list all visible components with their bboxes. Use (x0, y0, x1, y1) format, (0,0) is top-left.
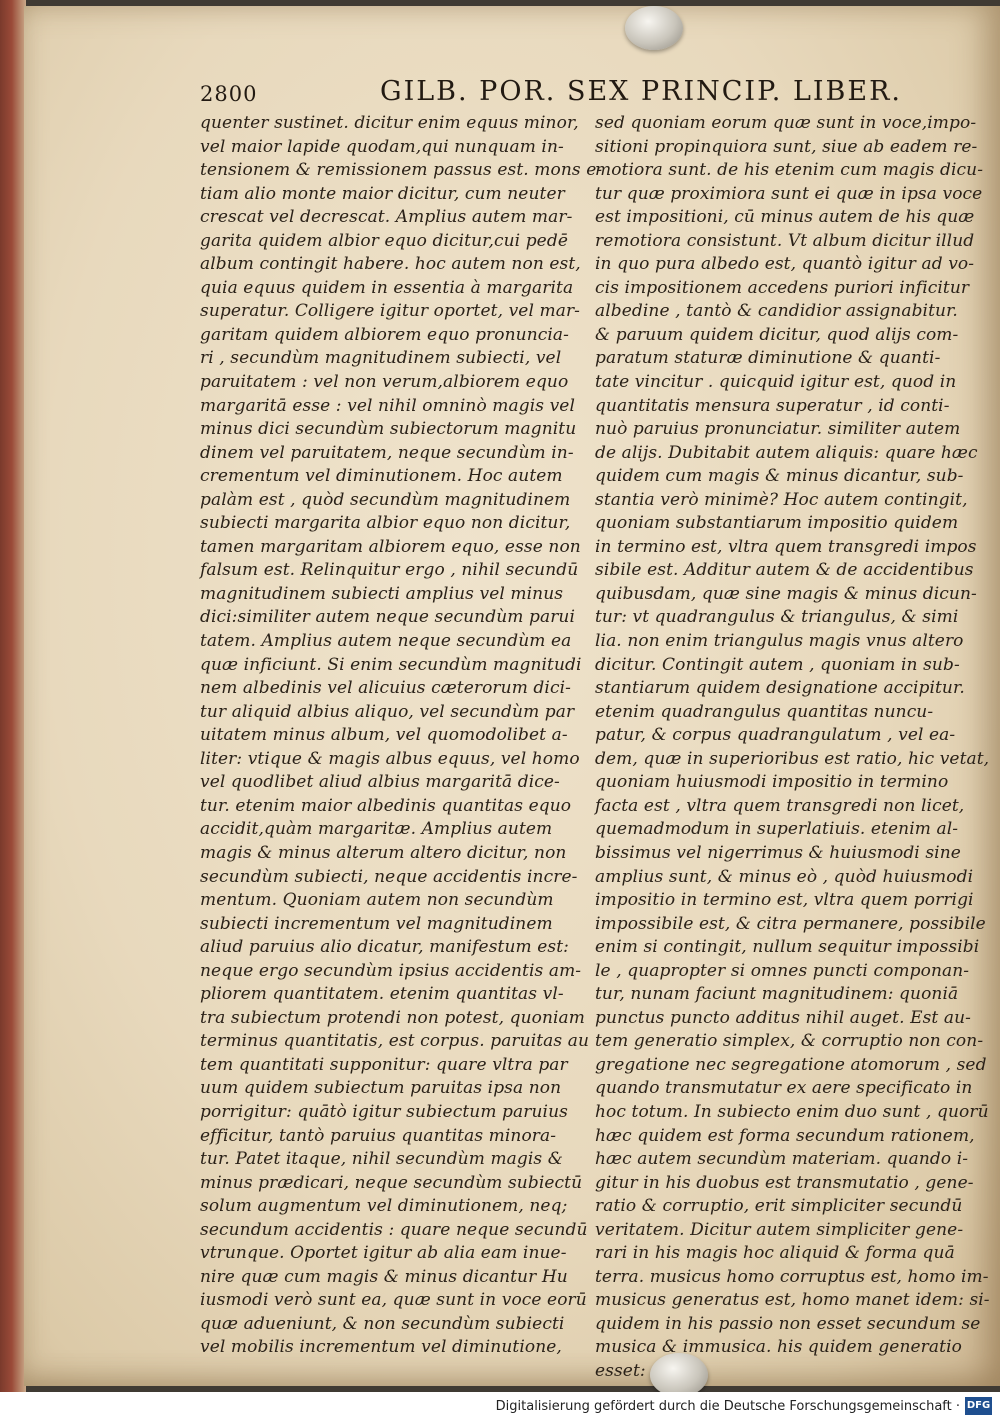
text-line: facta est , vltra quem transgredi non licet, (595, 795, 965, 816)
text-line: albedine , tantò & candidior assignabitur. (595, 301, 958, 322)
text-line: dinem vel paruitatem, neque secundùm in- (200, 442, 574, 463)
text-line: tur. etenim maior albedinis quantitas equo (200, 795, 572, 816)
text-line: esset: (595, 1360, 646, 1381)
text-line: quantitatis mensura superatur , id conti- (595, 395, 950, 416)
text-line: impossibile est, & citra permanere, possibile (595, 913, 986, 934)
text-line: le , quapropter si omnes puncti componan- (595, 960, 970, 981)
text-line: quando transmutatur ex aere specificato in (595, 1078, 973, 1099)
text-line: quidem cum magis & minus dicantur, sub- (595, 466, 964, 487)
text-line: tate vincitur . quicquid igitur est, quod in (595, 372, 957, 393)
text-line: subiecti margarita albior equo non dicitur, (200, 513, 571, 534)
text-line: nire quæ cum magis & minus dicantur Hu (200, 1266, 568, 1287)
text-line: quæ adueniunt, & non secundùm subiecti (200, 1313, 565, 1334)
text-line: bissimus vel nigerrimus & huiusmodi sine (595, 842, 961, 863)
text-line: & paruum quidem dicitur, quod alijs com- (595, 324, 959, 345)
text-line: tra subiectum protendi non potest, quoniam (200, 1007, 585, 1028)
text-line: gregatione nec segregatione atomorum , sed (595, 1054, 987, 1075)
text-line: dicitur. Contingit autem , quoniam in sub- (595, 654, 960, 675)
text-line: porrigitur: quātò igitur subiectum paruius (200, 1101, 568, 1122)
text-line: secundùm subiecti, neque accidentis incre- (200, 866, 578, 887)
text-line: tur quæ proximiora sunt ei quæ in ipsa voce (595, 183, 983, 204)
text-line: punctus puncto additus nihil auget. Est au- (595, 1007, 972, 1028)
text-line: uum quidem subiectum paruitas ipsa non (200, 1078, 562, 1099)
text-line: vel quodlibet aliud albius margaritā dice- (200, 772, 560, 793)
text-line: quoniam huiusmodi impositio in termino (595, 772, 949, 793)
text-line: quia equus quidem in essentia à margarita (200, 277, 574, 298)
text-line: falsum est. Relinquitur ergo , nihil secundū (200, 560, 579, 581)
text-line: quemadmodum in superlatiuis. etenim al- (595, 819, 959, 840)
text-line: tur, nunam faciunt magnitudinem: quoniā (595, 984, 959, 1005)
text-line: lia. non enim triangulus magis vnus altero (595, 631, 964, 652)
text-line: palàm est , quòd secundùm magnitudinem (200, 489, 571, 510)
text-line: paratum staturæ diminutione & quanti- (595, 348, 941, 369)
text-line: sed quoniam eorum quæ sunt in voce,impo- (595, 113, 977, 133)
text-line: secundum accidentis : quare neque secundū (200, 1219, 588, 1240)
text-line: de alijs. Dubitabit autem aliquis: quare hæc (595, 442, 978, 463)
text-line: stantiarum quidem designatione accipitur. (595, 678, 965, 699)
text-line: musicus generatus est, homo manet idem: si- (595, 1290, 990, 1311)
text-line: est impositioni, cū minus autem de his quæ (595, 207, 975, 228)
text-line: quenter sustinet. dicitur enim equus minor, (200, 113, 579, 133)
text-line: gitur in his duobus est transmutatio , gene- (595, 1172, 974, 1193)
text-line: superatur. Colligere igitur oportet, vel mar- (200, 301, 581, 322)
text-line: nem albedinis vel alicuius cæterorum dici- (200, 678, 571, 699)
text-line: tatem. Amplius autem neque secundùm ea (200, 631, 572, 652)
text-line: ri , secundùm magnitudinem subiecti, vel (200, 348, 562, 369)
right-text-column (595, 112, 990, 1384)
text-line: subiecti incrementum vel magnitudinem (200, 913, 553, 934)
text-line: pliorem quantitatem. etenim quantitas vl- (200, 984, 564, 1005)
text-line: quoniam substantiarum impositio quidem (595, 513, 959, 534)
text-line: hoc totum. In subiecto enim duo sunt , quorū (595, 1101, 989, 1122)
text-line: impositio in termino est, vltra quem porrigi (595, 890, 974, 911)
text-line: quidem in his passio non esset secundum se (595, 1313, 981, 1334)
text-line: tur: vt quadrangulus & triangulus, & simi (595, 607, 959, 628)
text-line: hæc autem secundùm materiam. quando i- (595, 1149, 969, 1170)
text-line: in quo pura albedo est, quantò igitur ad vo- (595, 254, 975, 275)
text-line: dici:similiter autem neque secundùm parui (200, 607, 576, 628)
text-line: mentum. Quoniam autem non secundùm (200, 890, 554, 911)
text-line: tamen margaritam albiorem equo, esse non (200, 536, 581, 557)
text-line: solum augmentum vel diminutionem, neq; (200, 1196, 568, 1217)
text-line: terminus quantitatis, est corpus. paruitas au (200, 1031, 590, 1052)
text-line: enim si contingit, nullum sequitur impossibi (595, 937, 980, 958)
text-line: margaritā esse : vel nihil omninò magis vel (200, 395, 575, 416)
text-line: sitioni propinquiora sunt, siue ab eadem re- (595, 136, 978, 157)
text-line: crementum vel diminutionem. Hoc autem (200, 466, 563, 487)
text-line: sibile est. Additur autem & de accidentibus (595, 560, 974, 581)
text-line: iusmodi verò sunt ea, quæ sunt in voce eorū (200, 1290, 587, 1311)
dfg-logo: DFG (965, 1397, 992, 1415)
running-head (200, 76, 960, 112)
text-line: garita quidem albior equo dicitur,cui pedē (200, 230, 568, 251)
text-line: album contingit habere. hoc autem non est, (200, 254, 581, 275)
text-line: accidit,quàm margaritæ. Amplius autem (200, 819, 553, 840)
text-line: magis & minus alterum altero dicitur, non (200, 842, 567, 863)
text-line: in termino est, vltra quem transgredi impos (595, 536, 977, 557)
text-line: tensionem & remissionem passus est. mons e- (200, 160, 603, 181)
text-line: aliud paruius alio dicatur, manifestum est: (200, 937, 569, 958)
text-line: tem generatio simplex, & corruptio non con- (595, 1031, 984, 1052)
text-line: hæc quidem est forma secundum rationem, (595, 1125, 975, 1146)
page-number: 2800 (200, 82, 258, 106)
text-line: tur. Patet itaque, nihil secundùm magis & (200, 1149, 563, 1170)
text-line: vel maior lapide quodam,qui nunquam in- (200, 136, 564, 157)
text-line: quæ inficiunt. Si enim secundùm magnitudi (200, 654, 582, 675)
text-line: minus dici secundùm subiectorum magnitu (200, 419, 577, 440)
text-line: tur aliquid albius aliquo, vel secundùm par (200, 701, 575, 722)
text-line: veritatem. Dicitur autem simpliciter gene- (595, 1219, 964, 1240)
page-clip-icon (625, 6, 683, 50)
text-line: quibusdam, quæ sine magis & minus dicun- (595, 583, 977, 604)
text-line: etenim quadrangulus quantitas nuncu- (595, 701, 934, 722)
text-line: remotiora consistunt. Vt album dicitur illud (595, 230, 975, 251)
text-line: dem, quæ in superioribus est ratio, hic vetat, (595, 748, 990, 769)
text-line: cis impositionem accedens puriori inficitur (595, 277, 970, 298)
text-line: tem quantitati supponitur: quare vltra par (200, 1054, 568, 1075)
text-line: crescat vel decrescat. Amplius autem mar- (200, 207, 573, 228)
text-line: ratio & corruptio, erit simpliciter secundū (595, 1196, 963, 1217)
text-line: vtrunque. Oportet igitur ab alia eam inue- (200, 1243, 567, 1264)
text-line: terra. musicus homo corruptus est, homo im- (595, 1266, 989, 1287)
text-line: musica & immusica. his quidem generatio (595, 1337, 962, 1358)
text-line: nuò paruius pronunciatur. similiter autem (595, 419, 961, 440)
text-line: vel mobilis incrementum vel diminutione, (200, 1337, 562, 1358)
text-line: rari in his magis hoc aliquid & forma quā (595, 1243, 955, 1264)
text-line: neque ergo secundùm ipsius accidentis am- (200, 960, 582, 981)
text-line: stantia verò minimè? Hoc autem contingit, (595, 489, 968, 510)
running-title: GILB. POR. SEX PRINCIP. LIBER. (380, 76, 903, 107)
funding-credit: Digitalisierung gefördert durch die Deutsche Forschungsgemeinschaft · (495, 1399, 960, 1414)
text-line: tiam alio monte maior dicitur, cum neuter (200, 183, 565, 204)
text-line: motiora sunt. de his etenim cum magis dicu- (595, 160, 984, 181)
text-line: magnitudinem subiecti amplius vel minus (200, 583, 564, 604)
text-line: amplius sunt, & minus eò , quòd huiusmodi (595, 866, 974, 887)
left-text-column (200, 112, 603, 1360)
text-line: minus prædicari, neque secundùm subiectū (200, 1172, 583, 1193)
text-line: uitatem minus album, vel quomodolibet a- (200, 725, 568, 746)
text-line: paruitatem : vel non verum,albiorem equo (200, 372, 569, 393)
footer-bar (0, 1392, 1000, 1421)
text-line: garitam quidem albiorem equo pronuncia- (200, 324, 570, 345)
text-line: efficitur, tantò paruius quantitas minora- (200, 1125, 557, 1146)
text-line: patur, & corpus quadrangulatum , vel ea- (595, 725, 956, 746)
book-edge (0, 0, 26, 1392)
text-line: liter: vtique & magis albus equus, vel homo (200, 748, 580, 769)
